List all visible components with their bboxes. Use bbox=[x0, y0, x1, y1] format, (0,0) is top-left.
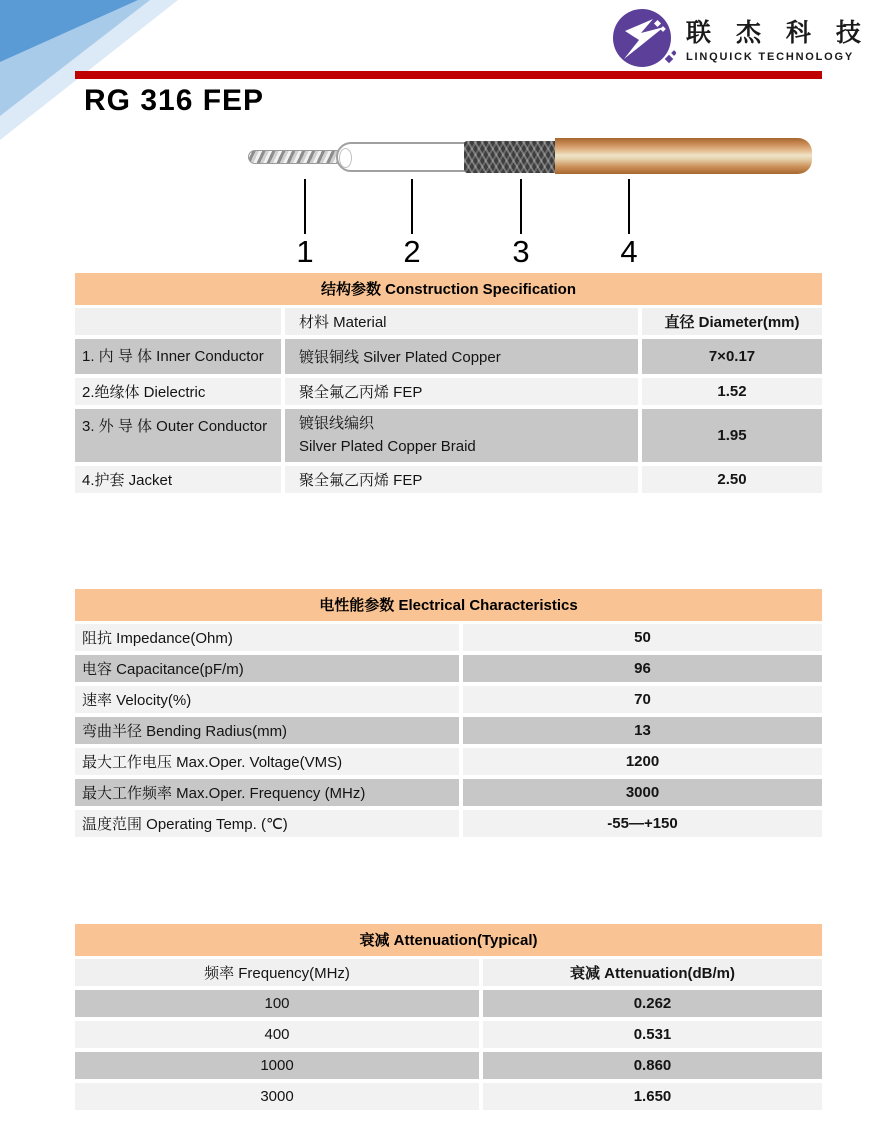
construction-corner-cell bbox=[75, 308, 281, 335]
electrical-row-value: 1200 bbox=[463, 748, 822, 775]
construction-table bbox=[75, 273, 822, 493]
electrical-row-label: 阻抗 Impedance(Ohm) bbox=[75, 624, 459, 651]
leader-line-2 bbox=[411, 179, 413, 234]
electrical-row-value: -55—+150 bbox=[463, 810, 822, 837]
diagram-label-3: 3 bbox=[512, 234, 530, 269]
construction-row-diameter: 2.50 bbox=[642, 466, 822, 493]
construction-material-cn: 镀银线编织 bbox=[299, 415, 375, 432]
construction-table-title: 结构参数 Construction Specification bbox=[75, 273, 822, 305]
electrical-row-value: 3000 bbox=[463, 779, 822, 806]
diagram-label-2: 2 bbox=[403, 234, 421, 269]
electrical-row-label: 电容 Capacitance(pF/m) bbox=[75, 655, 459, 682]
brand-name-en: LINQUICK TECHNOLOGY bbox=[686, 51, 855, 63]
attenuation-col-attenuation: 衰减 Attenuation(dB/m) bbox=[483, 959, 822, 986]
attenuation-row-freq: 100 bbox=[75, 990, 479, 1017]
electrical-table-title: 电性能参数 Electrical Characteristics bbox=[75, 589, 822, 621]
diagram-label-1: 1 bbox=[296, 234, 314, 269]
attenuation-row-value: 0.531 bbox=[483, 1021, 822, 1048]
jacket-graphic bbox=[555, 138, 812, 174]
electrical-row-label: 温度范围 Operating Temp. (℃) bbox=[75, 810, 459, 837]
electrical-table bbox=[75, 589, 822, 837]
construction-row-item: 1. 内 导 体 Inner Conductor bbox=[75, 339, 281, 374]
construction-row-diameter: 1.95 bbox=[642, 409, 822, 462]
braid-shield-graphic bbox=[464, 141, 563, 173]
attenuation-table-title: 衰减 Attenuation(Typical) bbox=[75, 924, 822, 956]
construction-row-material: 镀银铜线 Silver Plated Copper bbox=[285, 339, 638, 374]
attenuation-row-freq: 3000 bbox=[75, 1083, 479, 1110]
electrical-row-label: 弯曲半径 Bending Radius(mm) bbox=[75, 717, 459, 744]
electrical-row-label: 速率 Velocity(%) bbox=[75, 686, 459, 713]
construction-row-item: 3. 外 导 体 Outer Conductor bbox=[75, 409, 281, 462]
construction-col-diameter: 直径 Diameter(mm) bbox=[642, 308, 822, 335]
attenuation-col-frequency: 频率 Frequency(MHz) bbox=[75, 959, 479, 986]
attenuation-row-value: 0.860 bbox=[483, 1052, 822, 1079]
leader-line-4 bbox=[628, 179, 630, 234]
construction-row-diameter: 1.52 bbox=[642, 378, 822, 405]
inner-conductor-graphic bbox=[248, 150, 343, 164]
electrical-row-label: 最大工作频率 Max.Oper. Frequency (MHz) bbox=[75, 779, 459, 806]
construction-row-material: 聚全氟乙丙烯 FEP bbox=[285, 378, 638, 405]
dielectric-graphic bbox=[336, 142, 470, 172]
electrical-row-value: 13 bbox=[463, 717, 822, 744]
electrical-row-label: 最大工作电压 Max.Oper. Voltage(VMS) bbox=[75, 748, 459, 775]
page-title: RG 316 FEP bbox=[84, 84, 265, 117]
brand-name-cn: 联 杰 科 技 bbox=[686, 19, 870, 47]
construction-material-en: Silver Plated Copper Braid bbox=[299, 438, 476, 456]
construction-row-material bbox=[285, 409, 638, 462]
electrical-row-value: 96 bbox=[463, 655, 822, 682]
leader-line-1 bbox=[304, 179, 306, 234]
construction-row-material: 聚全氟乙丙烯 FEP bbox=[285, 466, 638, 493]
leader-line-3 bbox=[520, 179, 522, 234]
attenuation-row-value: 1.650 bbox=[483, 1083, 822, 1110]
construction-col-material: 材料 Material bbox=[285, 308, 638, 335]
company-logo-icon bbox=[612, 6, 676, 70]
construction-row-item: 2.绝缘体 Dielectric bbox=[75, 378, 281, 405]
attenuation-row-freq: 400 bbox=[75, 1021, 479, 1048]
attenuation-row-freq: 1000 bbox=[75, 1052, 479, 1079]
diagram-label-4: 4 bbox=[620, 234, 638, 269]
construction-row-item: 4.护套 Jacket bbox=[75, 466, 281, 493]
company-logo bbox=[612, 6, 870, 70]
construction-row-diameter: 7×0.17 bbox=[642, 339, 822, 374]
electrical-row-value: 50 bbox=[463, 624, 822, 651]
attenuation-table bbox=[75, 924, 822, 1110]
electrical-row-value: 70 bbox=[463, 686, 822, 713]
header-rule bbox=[75, 71, 822, 79]
attenuation-row-value: 0.262 bbox=[483, 990, 822, 1017]
